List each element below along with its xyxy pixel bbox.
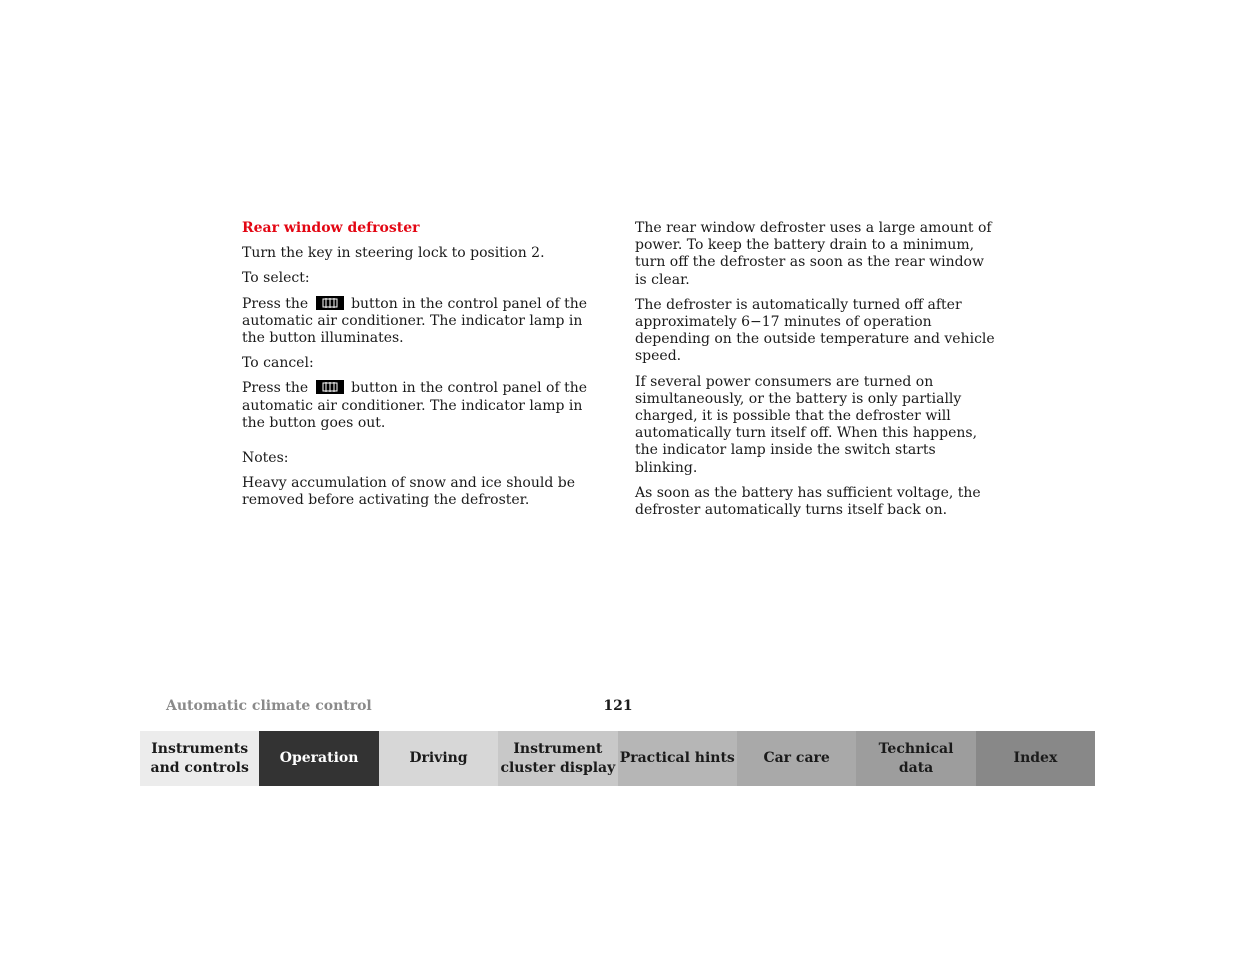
tab-practical-hints[interactable]: Practical hints [618, 731, 737, 786]
battery-voltage-text: As soon as the battery has sufficient voltage, the defroster automatically turns itself back on. [635, 484, 981, 519]
tab-driving[interactable]: Driving [379, 731, 498, 786]
notes-text: Heavy accumulation of snow and ice should be removed before activating the defroster. [242, 475, 576, 509]
tab-instruments-and-controls[interactable]: Instruments and controls [140, 731, 259, 786]
page-number: 121 [603, 698, 633, 714]
tab-technical-data[interactable]: Technical data [856, 731, 975, 786]
power-consumers-text: If several power consumers are turned on simultaneously, or the battery is only partially charged, it is possible that the defroster will automatically turn itself off. When this happens, the indicator lamp inside the switch starts blinking. [635, 373, 978, 476]
cancel-instruction [242, 380, 607, 432]
tab-instrument-cluster-display[interactable]: Instrument cluster display [498, 731, 617, 786]
intro-text: Turn the key in steering lock to position 2. [242, 245, 545, 262]
auto-off-text: The defroster is automatically turned off after approximately 6−17 minutes of operation depending on the outside temperature and vehicle speed. [635, 296, 995, 365]
section-heading: Rear window defroster [242, 220, 420, 236]
select-instruction [242, 296, 607, 348]
rear-defroster-icon [316, 380, 344, 394]
tab-index[interactable]: Index [976, 731, 1095, 786]
power-usage-text: The rear window defroster uses a large amount of power. To keep the battery drain to a minimum, turn off the defroster as soon as the rear window is clear. [635, 220, 992, 288]
left-column [242, 220, 607, 518]
chapter-nav [140, 731, 1095, 786]
cancel-post-text: button in the control panel of the automatic air conditioner. The indicator lamp in the button goes out. [242, 380, 587, 431]
select-post-text: button in the control panel of the automatic air conditioner. The indicator lamp in the button illuminates. [242, 295, 587, 347]
select-pre-text: Press the [242, 295, 309, 312]
footer-section-title: Automatic climate control [166, 698, 372, 714]
tab-operation[interactable]: Operation [259, 731, 378, 786]
cancel-pre-text: Press the [242, 380, 309, 397]
tab-car-care[interactable]: Car care [737, 731, 856, 786]
notes-label: Notes: [242, 450, 289, 467]
cancel-label: To cancel: [242, 355, 314, 372]
right-column [635, 220, 997, 527]
rear-defroster-icon [316, 296, 344, 310]
select-label: To select: [242, 270, 310, 287]
